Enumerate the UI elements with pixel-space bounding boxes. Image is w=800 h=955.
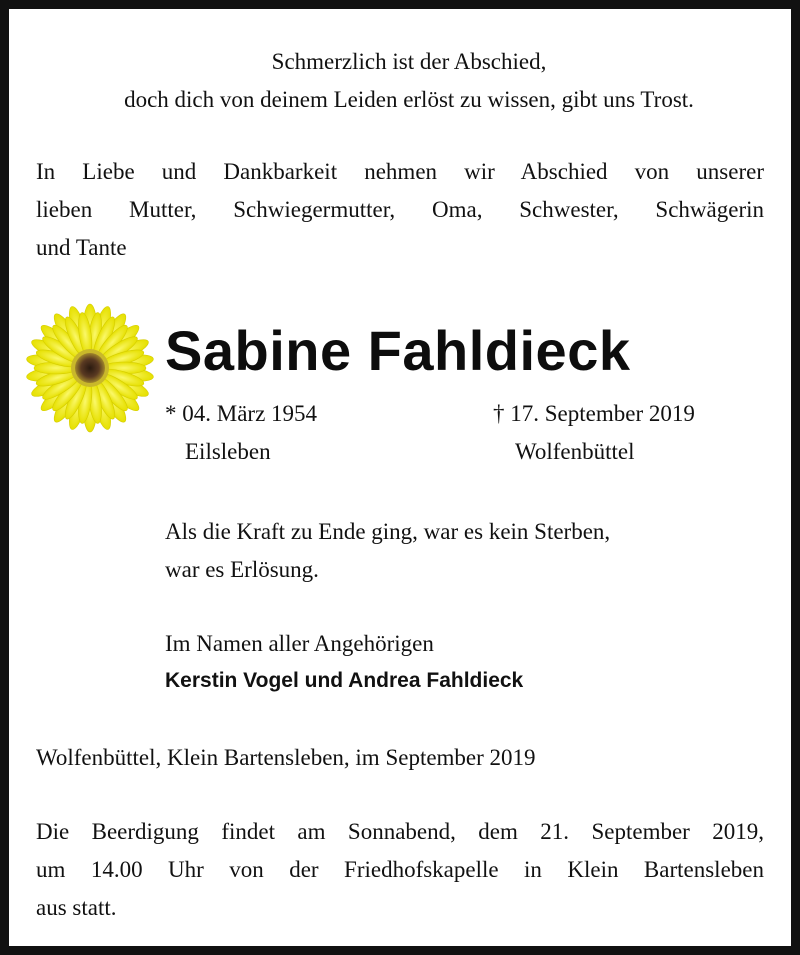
yellow-flower-icon: [25, 303, 155, 433]
death-date: † 17. September 2019: [493, 401, 695, 426]
yellow-flower-icon-graphic: [25, 303, 155, 433]
place-date: Wolfenbüttel, Klein Bartensleben, im September 2019: [36, 745, 536, 770]
intro-line-2: lieben Mutter, Schwiegermutter, Oma, Schwester, Schwägerin: [36, 197, 764, 222]
birth-place: Eilsleben: [185, 439, 271, 464]
flower-center: [75, 353, 105, 383]
birth-date: * 04. März 1954: [165, 401, 318, 426]
verse-line-2: doch dich von deinem Leiden erlöst zu wissen, gibt uns Trost.: [124, 87, 694, 112]
intro-line-1: In Liebe und Dankbarkeit nehmen wir Abschied von unserer: [36, 159, 764, 184]
funeral-line-2: um 14.00 Uhr von der Friedhofskapelle in Klein Bartensleben: [36, 857, 764, 882]
quote-line-2: war es Erlösung.: [165, 557, 319, 582]
funeral-line-1: Die Beerdigung findet am Sonnabend, dem 21. September 2019,: [36, 819, 764, 844]
death-place: Wolfenbüttel: [515, 439, 635, 464]
verse-line-1: Schmerzlich ist der Abschied,: [271, 49, 547, 74]
signature-label: Im Namen aller Angehörigen: [165, 631, 434, 656]
quote-line-1: Als die Kraft zu Ende ging, war es kein Sterben,: [165, 519, 611, 544]
intro-line-3: und Tante: [36, 235, 127, 260]
deceased-name: Sabine Fahldieck: [165, 319, 631, 382]
funeral-line-3: aus statt.: [36, 895, 117, 920]
signature-names: Kerstin Vogel und Andrea Fahldieck: [165, 669, 524, 692]
